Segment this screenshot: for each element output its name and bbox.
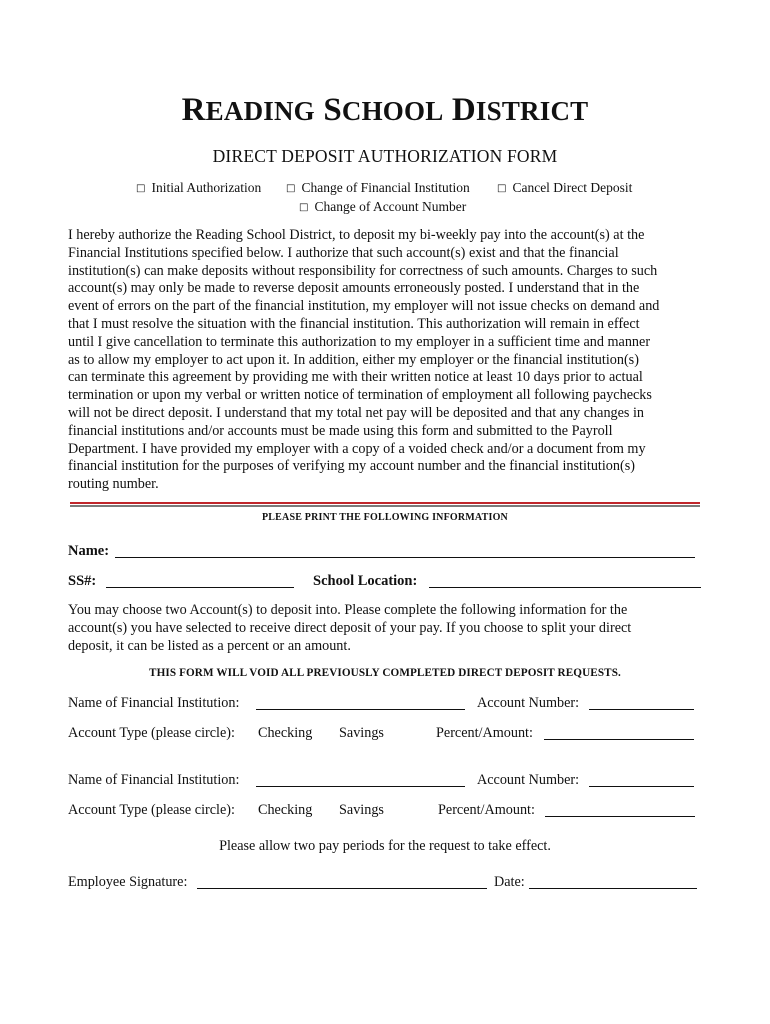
account-type-2-savings[interactable]: Savings: [339, 802, 384, 818]
school-location-field[interactable]: [429, 573, 701, 588]
option-label: Change of Account Number: [314, 199, 467, 214]
paragraph-line: event of errors on the part of the financial institution, my employer will not issue checks on demand and: [68, 298, 660, 315]
ss-label: SS#:: [68, 573, 97, 589]
paragraph-line: financial institutions and/or accounts must be made using this form and submitted to the Payroll: [68, 422, 613, 439]
account-type-1-checking[interactable]: Checking: [258, 725, 313, 741]
signature-field[interactable]: [197, 874, 487, 889]
percent-amount-2-label: Percent/Amount:: [438, 802, 535, 818]
option-label: Change of Financial Institution: [301, 180, 470, 195]
checkbox-icon[interactable]: □: [286, 183, 296, 194]
paragraph-line: can terminate this agreement by providing me with their written notice at least 10 days prior to actual: [68, 369, 643, 386]
option-cancel-direct-deposit[interactable]: [497, 180, 632, 196]
account-type-2-checking[interactable]: Checking: [258, 802, 313, 818]
paragraph-line: You may choose two Account(s) to deposit into. Please complete the following information for the: [68, 602, 628, 618]
paragraph-line: I hereby authorize the Reading School District, to deposit my bi-weekly pay into the account(s) at the: [68, 227, 645, 243]
paragraph-line: as to allow my employer to act upon it. In addition, either my employer or the financial institution(s): [68, 351, 639, 368]
percent-amount-1-field[interactable]: [544, 725, 694, 740]
paragraph-line: deposit, it can be listed as a percent or an amount.: [68, 637, 351, 654]
title-letter: D: [451, 92, 476, 128]
account-type-1-label: Account Type (please circle):: [68, 725, 235, 741]
please-print-heading: PLEASE PRINT THE FOLLOWING INFORMATION: [262, 512, 508, 523]
name-field[interactable]: [115, 543, 695, 558]
choose-accounts-paragraph: [68, 602, 708, 655]
allow-notice: Please allow two pay periods for the request to take effect.: [219, 838, 551, 854]
paragraph-line: Department. I have provided my employer with a copy of a voided check and/or a document from my: [68, 440, 646, 457]
paragraph-line: account(s) you have selected to receive direct deposit of your pay. If you choose to split your direct: [68, 619, 632, 636]
checkbox-icon[interactable]: □: [136, 183, 146, 194]
institution-1-label: Name of Financial Institution:: [68, 695, 240, 711]
title-letter: R: [181, 92, 206, 128]
ss-field[interactable]: [106, 573, 294, 588]
option-label: Initial Authorization: [151, 180, 262, 195]
checkbox-icon[interactable]: □: [299, 202, 309, 213]
title-letter: S: [323, 92, 342, 128]
section-divider-grey: [70, 505, 700, 507]
district-title: [0, 92, 770, 129]
institution-2-field[interactable]: [256, 772, 465, 787]
option-change-account-number[interactable]: [299, 199, 466, 215]
name-label: Name:: [68, 543, 110, 559]
account-number-1-field[interactable]: [589, 695, 694, 710]
form-subtitle: DIRECT DEPOSIT AUTHORIZATION FORM: [212, 146, 558, 166]
checkbox-icon[interactable]: □: [497, 183, 507, 194]
date-label: Date:: [494, 874, 525, 890]
option-change-institution[interactable]: [286, 180, 470, 196]
authorization-paragraph: [68, 227, 708, 494]
percent-amount-1-label: Percent/Amount:: [436, 725, 533, 741]
paragraph-line: until I give cancellation to terminate this authorization to my employer in a sufficient time and manner: [68, 333, 651, 350]
account-number-2-label: Account Number:: [477, 772, 580, 788]
option-initial-authorization[interactable]: [136, 180, 261, 196]
account-type-1-savings[interactable]: Savings: [339, 725, 384, 741]
date-field[interactable]: [529, 874, 697, 889]
title-word: CHOOL: [341, 96, 444, 126]
paragraph-line: financial institution for the purposes of verifying my account number and the financial institution(s): [68, 458, 635, 475]
account-number-1-label: Account Number:: [477, 695, 580, 711]
section-divider-red: [70, 502, 700, 504]
institution-2-label: Name of Financial Institution:: [68, 772, 240, 788]
account-number-2-field[interactable]: [589, 772, 694, 787]
paragraph-line: termination or upon my verbal or written notice of termination of employment all following paychecks: [68, 387, 652, 404]
institution-1-field[interactable]: [256, 695, 465, 710]
percent-amount-2-field[interactable]: [545, 802, 695, 817]
paragraph-line: institution(s) can make deposits without responsibility for correctness of such amounts. Charges to such: [68, 262, 658, 279]
title-word: EADING: [205, 96, 315, 126]
paragraph-line: routing number.: [68, 476, 159, 493]
void-notice: THIS FORM WILL VOID ALL PREVIOUSLY COMPLETED DIRECT DEPOSIT REQUESTS.: [149, 667, 621, 679]
title-word: ISTRICT: [475, 96, 589, 126]
paragraph-line: account(s) may only be made to reverse deposit amounts erroneously posted. I understand that in the: [68, 280, 640, 297]
signature-label: Employee Signature:: [68, 874, 188, 890]
school-location-label: School Location:: [313, 573, 418, 589]
paragraph-line: that I must resolve the situation with the financial institution. This authorization will remain in effect: [68, 315, 640, 332]
account-type-2-label: Account Type (please circle):: [68, 802, 235, 818]
option-label: Cancel Direct Deposit: [512, 180, 633, 195]
paragraph-line: will not be direct deposit. I understand that my total net pay will be deposited and that any changes in: [68, 404, 645, 421]
paragraph-line: Financial Institutions specified below. I authorize that such account(s) exist and that the financial: [68, 244, 619, 261]
